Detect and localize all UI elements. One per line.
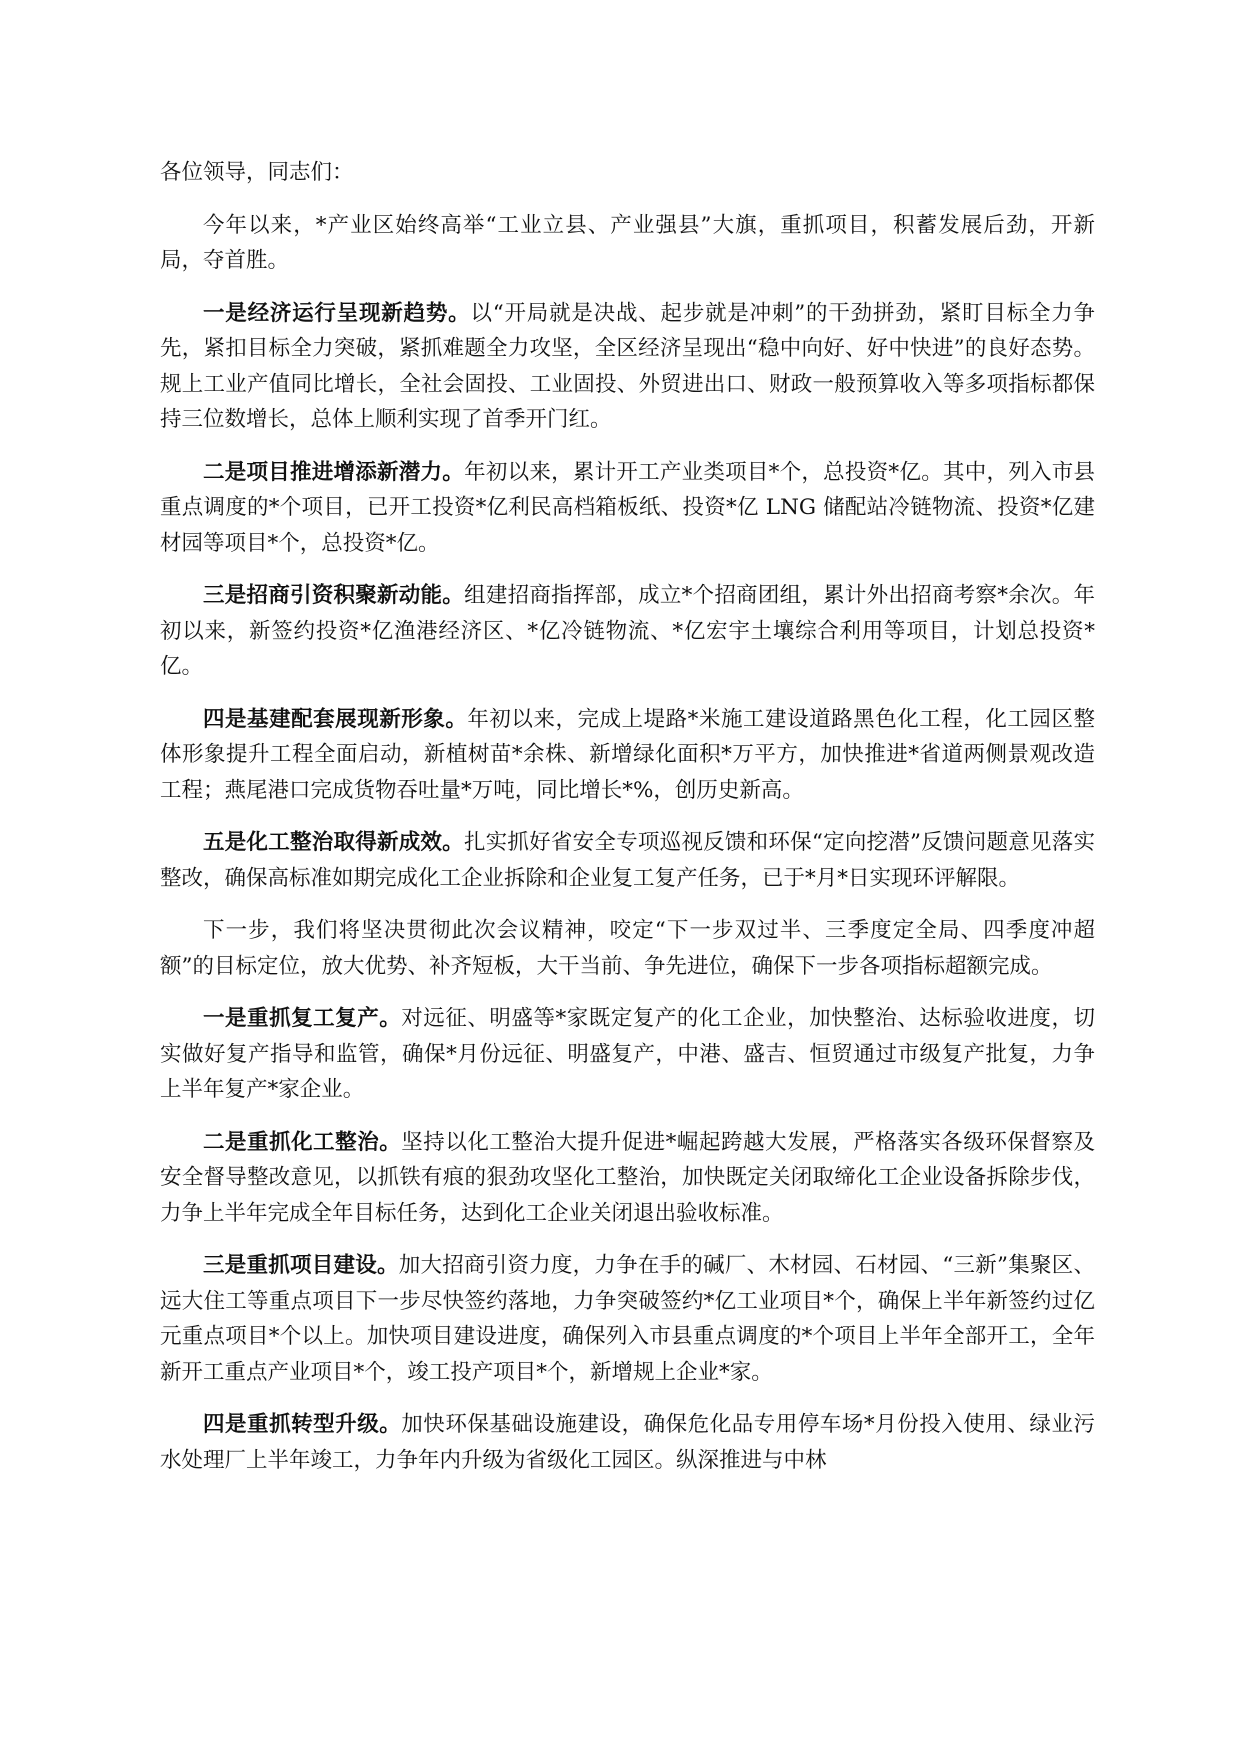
paragraph-lead: 三是招商引资积聚新动能。: [203, 583, 465, 608]
paragraph-text: 以“开局就是决战、起步就是冲刺”的干劲拼劲，紧盯目标全力争先，紧扣目标全力突破，紧抓难题全力攻坚，全区经济呈现出“稳中向好、好中快进”的良好态势。规上工业产值同比增长，全社会固投、工业固投、外贸进出口、财政一般预算收入等多项指标都保持三位数增长，总体上顺利实现了首季开门红。: [160, 300, 1095, 432]
paragraph-lead: 三是重抓项目建设。: [203, 1253, 399, 1278]
paragraph-text: 今年以来，*产业区始终高举“工业立县、产业强县”大旗，重抓项目，积蓄发展后劲，开新局，夺首胜。: [160, 212, 1095, 273]
document-body: [160, 155, 1095, 1495]
paragraph-lead: 二是重抓化工整治。: [203, 1129, 402, 1155]
paragraph-project-construction: [160, 1248, 1095, 1390]
paragraph-chemical-focus: [160, 1125, 1095, 1232]
salutation: 各位领导，同志们：: [160, 160, 354, 185]
paragraph-lead: 一是重抓复工复产。: [203, 1006, 402, 1031]
paragraph-lead: 四是重抓转型升级。: [203, 1412, 402, 1437]
paragraph-lead: 二是项目推进增添新潜力。: [203, 459, 465, 485]
paragraph-projects: [160, 455, 1095, 562]
paragraph-chemical-rectification: [160, 825, 1095, 896]
paragraph-resume-production: [160, 1001, 1095, 1108]
paragraph-intro: [160, 208, 1095, 279]
paragraph-lead: 五是化工整治取得新成效。: [203, 830, 464, 855]
paragraph-text: 年初以来，累计开工产业类项目*个，总投资*亿。其中，列入市县重点调度的*个项目，已开工投资*亿利民高档箱板纸、投资*亿 LNG 储配站冷链物流、投资*亿建材园等项目*个，总投资*亿。: [160, 459, 1095, 556]
paragraph-text: 对远征、明盛等*家既定复产的化工企业，加快整治、达标验收进度，切实做好复产指导和监管，确保*月份远征、明盛复产，中港、盛吉、恒贸通过市级复产批复，力争上半年复产*家企业。: [160, 1006, 1095, 1102]
paragraph-text: 坚持以化工整治大提升促进*崛起跨越大发展，严格落实各级环保督察及安全督导整改意见，以抓铁有痕的狠劲攻坚化工整治，加快既定关闭取缔化工企业设备拆除步伐，力争上半年完成全年目标任务，达到化工企业关闭退出验收标准。: [160, 1129, 1095, 1226]
paragraph-text: 加快环保基础设施建设，确保危化品专用停车场*月份投入使用、绿业污水处理厂上半年竣工，力争年内升级为省级化工园区。纵深推进与中林: [160, 1412, 1095, 1473]
paragraph-text: 扎实抓好省安全专项巡视反馈和环保“定向挖潜”反馈问题意见落实整改，确保高标准如期完成化工企业拆除和企业复工复产任务，已于*月*日实现环评解限。: [160, 830, 1095, 891]
paragraph-text: 组建招商指挥部，成立*个招商团组，累计外出招商考察*余次。年初以来，新签约投资*亿渔港经济区、*亿冷链物流、*亿宏宇土壤综合利用等项目，计划总投资*亿。: [160, 583, 1095, 679]
paragraph-transformation: [160, 1407, 1095, 1478]
paragraph-lead: 四是基建配套展现新形象。: [203, 706, 468, 732]
paragraph-infrastructure: [160, 702, 1095, 809]
paragraph-lead: 一是经济运行呈现新趋势。: [203, 300, 471, 326]
paragraph-economy: [160, 296, 1095, 438]
paragraph-next-steps: [160, 913, 1095, 984]
paragraph-text: 加大招商引资力度，力争在手的碱厂、木材园、石材园、“三新”集聚区、远大住工等重点项目下一步尽快签约落地，力争突破签约*亿工业项目*个，确保上半年新签约过亿元重点项目*个以上。加快项目建设进度，确保列入市县重点调度的*个项目上半年全部开工，全年新开工重点产业项目*个，竣工投产项目*个，新增规上企业*家。: [160, 1253, 1095, 1385]
paragraph-investment: [160, 578, 1095, 685]
paragraph-text: 下一步，我们将坚决贯彻此次会议精神，咬定“下一步双过半、三季度定全局、四季度冲超额”的目标定位，放大优势、补齐短板，大干当前、争先进位，确保下一步各项指标超额完成。: [160, 918, 1095, 979]
paragraph-text: 年初以来，完成上堤路*米施工建设道路黑色化工程，化工园区整体形象提升工程全面启动，新植树苗*余株、新增绿化面积*万平方，加快推进*省道两侧景观改造工程；燕尾港口完成货物吞吐量*万吨，同比增长*%，创历史新高。: [160, 706, 1095, 803]
